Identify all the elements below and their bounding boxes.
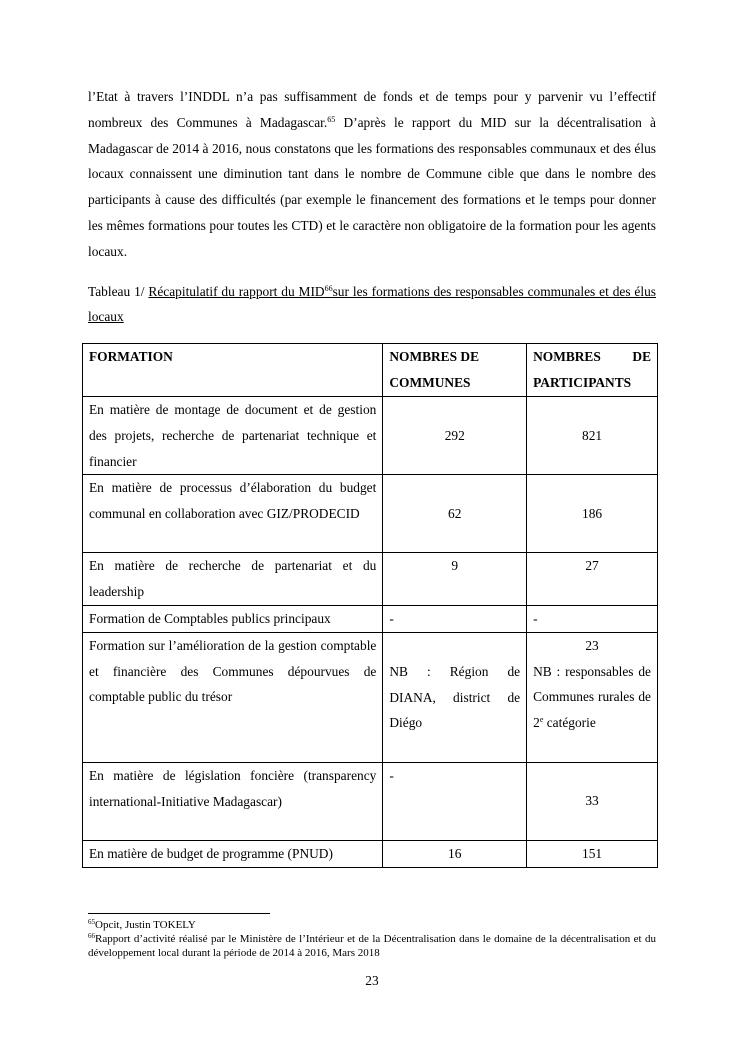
cell-participants <box>527 632 658 762</box>
cell-communes: 292 <box>383 397 527 475</box>
table-row <box>83 475 658 553</box>
table-row <box>83 762 658 840</box>
cell-communes <box>383 632 527 762</box>
footnote-number: 66 <box>88 932 95 940</box>
table-row <box>83 605 658 632</box>
page-number: 23 <box>365 973 379 988</box>
body-text-part2: D’après le rapport du MID sur la décentralisation à Madagascar de 2014 à 2016, nous constatons que les formations des responsables communaux et des élus locaux connaissent une diminution tant dans le nombre de Commune cible que dans le nombre des participants à cause des difficultés (par exemple le financement des formations et le temps pour donner les mêmes formations pour toutes les CTD) et le caractère non obligatoire de la formation pour les agents locaux. <box>88 114 657 259</box>
cell-formation: En matière de recherche de partenariat et du leadership <box>83 553 383 606</box>
table-row <box>83 840 658 867</box>
footnote-66 <box>88 933 656 960</box>
cell-participants: 33 <box>527 762 658 840</box>
participants-note-sup: e <box>539 715 544 725</box>
footnote-text: Opcit, Justin TOKELY <box>95 919 196 931</box>
table-caption <box>88 279 656 329</box>
caption-title-part1: Récapitulatif du rapport du MID <box>148 284 325 299</box>
communes-note: NB : Région de DIANA, district de Diégo <box>389 663 521 731</box>
formations-table <box>82 343 658 868</box>
cell-formation: Formation sur l’amélioration de la gestion comptable et financière des Communes dépourvues de comptable public du trésor <box>83 632 383 762</box>
cell-formation: En matière de législation foncière (transparency international-Initiative Madagascar) <box>83 762 383 840</box>
header-communes: NOMBRES DE COMMUNES <box>383 344 527 397</box>
cell-participants: 151 <box>527 840 658 867</box>
header-participants: NOMBRES DE PARTICIPANTS <box>527 344 658 397</box>
participants-note-text: NB : responsables de Communes rurales de 2 <box>533 663 651 731</box>
cell-formation: Formation de Comptables publics principaux <box>83 605 383 632</box>
footnote-text: Rapport d’activité réalisé par le Ministère de l’Intérieur et de la Décentralisation dans le domaine de la décentralisation et du développement local durant la période de 2014 à 2016, Mars 2018 <box>88 933 656 959</box>
table-row <box>83 397 658 475</box>
cell-communes: 9 <box>383 553 527 606</box>
cell-formation: En matière de processus d’élaboration du budget communal en collaboration avec GIZ/PRODECID <box>83 475 383 553</box>
caption-title <box>88 284 656 324</box>
cell-communes: 62 <box>383 475 527 553</box>
footnote-number: 65 <box>88 918 95 926</box>
cell-participants: 186 <box>527 475 658 553</box>
table-header-row <box>83 344 658 397</box>
cell-communes: 16 <box>383 840 527 867</box>
participants-value: 23 <box>585 637 599 653</box>
body-paragraph <box>88 84 656 265</box>
body-text-part1: l’Etat à travers l’INDDL n’a pas suffisamment de fonds et de temps pour y parvenir vu l’effectif nombreux des Communes à Madagascar. <box>88 89 656 130</box>
cell-formation: En matière de budget de programme (PNUD) <box>83 840 383 867</box>
cell-communes: - <box>383 762 527 840</box>
cell-participants: 821 <box>527 397 658 475</box>
footnote-65 <box>88 919 656 933</box>
caption-prefix: Tableau 1/ <box>88 284 149 299</box>
table-row <box>83 553 658 606</box>
caption-title-part2: sur les formations des responsables communales et des élus locaux <box>88 284 656 324</box>
cell-participants: 27 <box>527 553 658 606</box>
header-formation: FORMATION <box>83 344 383 397</box>
table-row <box>83 632 658 762</box>
cell-formation: En matière de montage de document et de gestion des projets, recherche de partenariat technique et financier <box>83 397 383 475</box>
participants-note-end: catégorie <box>543 715 596 731</box>
participants-note <box>533 659 651 736</box>
cell-communes: - <box>383 605 527 632</box>
footnote-ref-66: 66 <box>324 284 333 293</box>
footnote-separator <box>88 913 270 914</box>
footnote-ref-65: 65 <box>327 114 336 124</box>
cell-participants: - <box>527 605 658 632</box>
